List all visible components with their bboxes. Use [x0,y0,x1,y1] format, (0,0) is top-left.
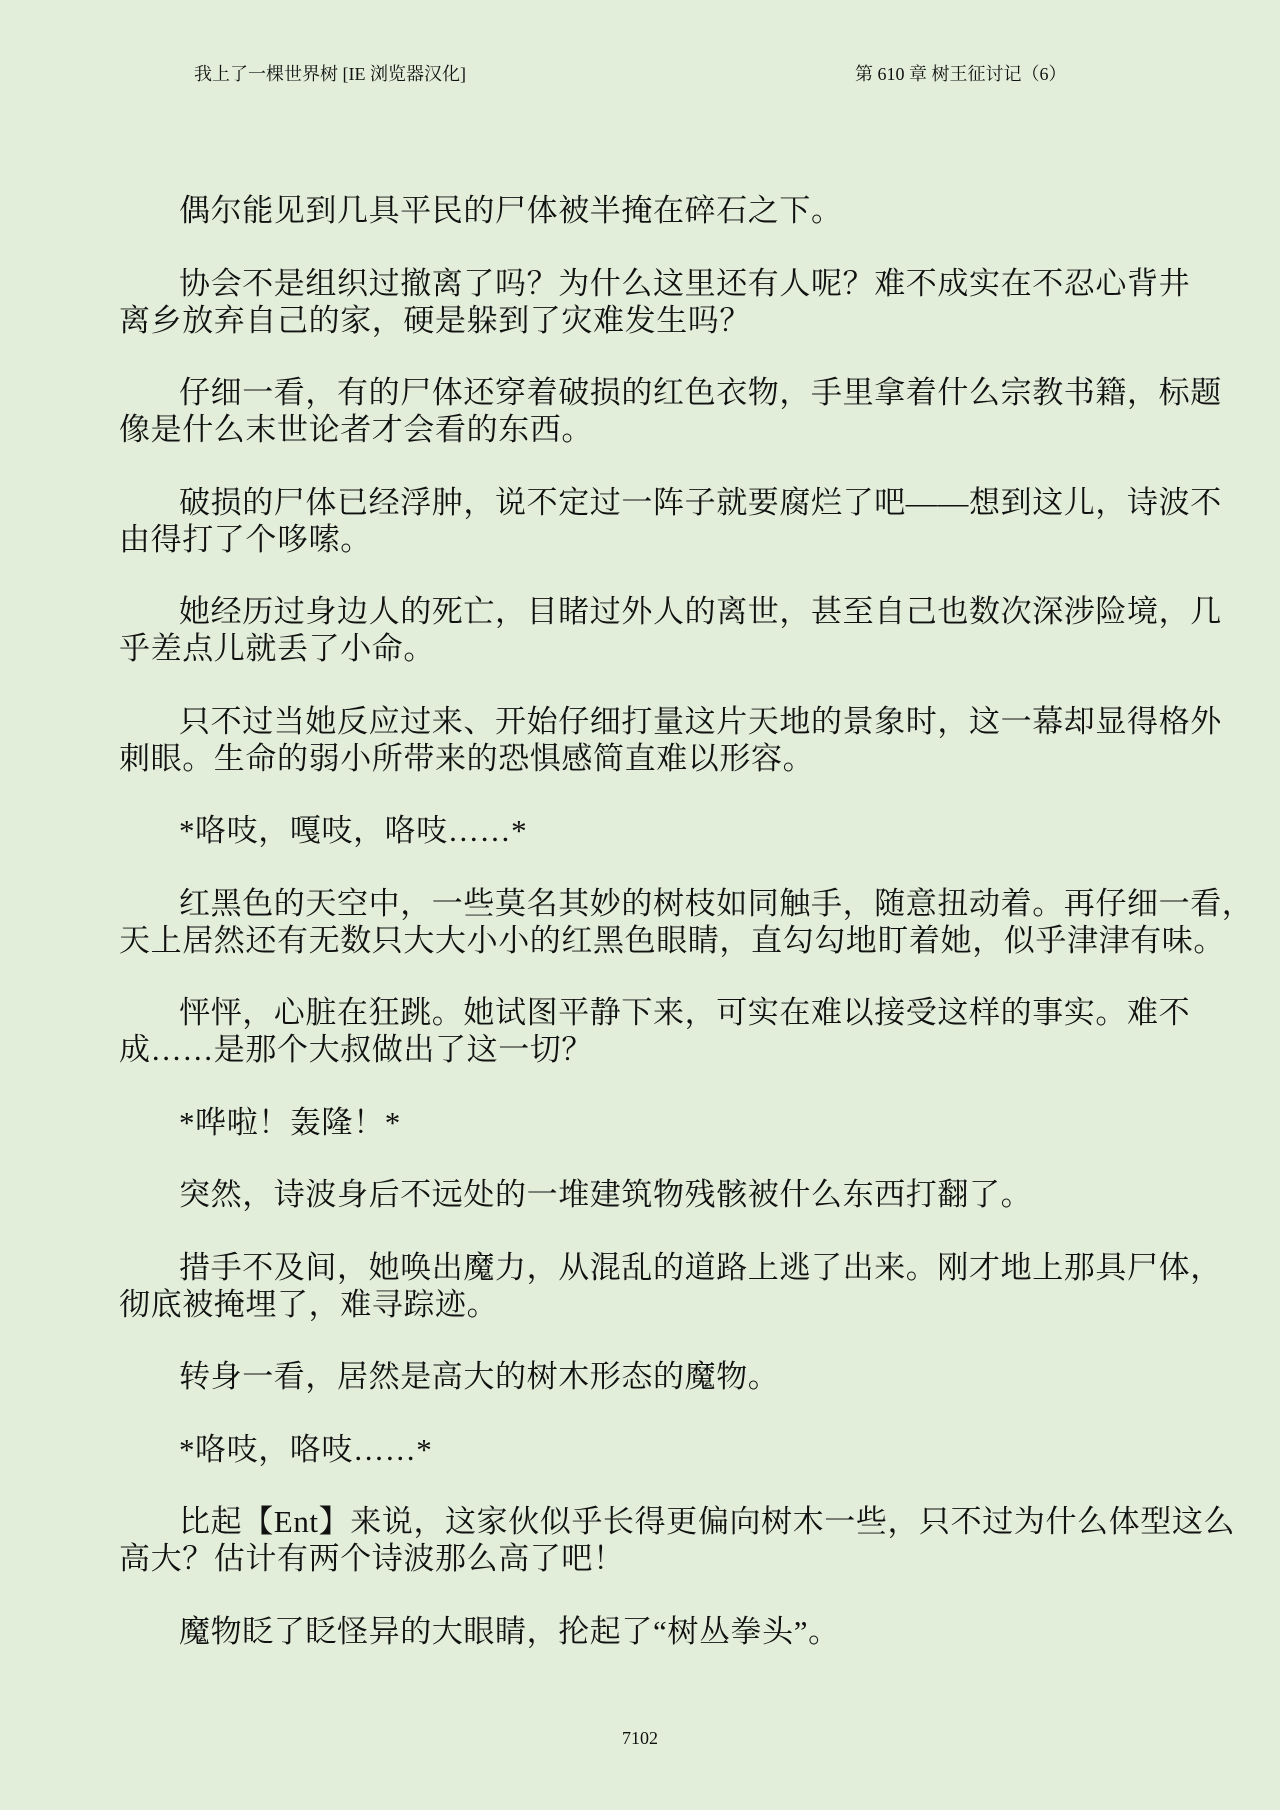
paragraph [119,484,1222,558]
paragraph [119,1431,1163,1468]
text-line: 措手不及间，她唤出魔力，从混乱的道路上逃了出来。刚才地上那具尸体， [179,1249,1222,1285]
paragraph [119,1358,1163,1395]
paragraph [119,885,1254,959]
paragraph [119,812,1163,849]
paragraph [119,1176,1163,1213]
text-line: *哗啦！轰隆！* [179,1104,401,1140]
text-line: 仔细一看，有的尸体还穿着破损的红色衣物，手里拿着什么宗教书籍，标题 [179,375,1222,410]
text-line: 像是什么末世论者才会看的东西。 [119,412,593,447]
text-line: 偶尔能见到几具平民的尸体被半掩在碎石之下。 [179,193,843,228]
text-line: 红黑色的天空中，一些莫名其妙的树枝如同触手，随意扭动着。再仔细一看， [179,885,1254,921]
paragraph [119,192,1163,229]
text-line: 魔物眨了眨怪异的大眼睛，抡起了“树丛拳头”。 [179,1613,840,1649]
page-body-text [119,192,1254,1685]
paragraph [119,1249,1222,1323]
text-line: *咯吱，嘎吱，咯吱……* [179,813,528,848]
text-line: 比起【Ent】来说，这家伙似乎长得更偏向树木一些，只不过为什么体型这么 [179,1504,1236,1539]
text-line: 高大？估计有两个诗波那么高了吧！ [119,1541,625,1576]
text-line: 乎差点儿就丢了小命。 [119,631,435,666]
text-line: 彻底被掩埋了，难寻踪迹。 [119,1286,499,1322]
paragraph [119,265,1191,339]
paragraph [119,1613,1163,1650]
paragraph [119,1104,1163,1141]
text-line: 天上居然还有无数只大大小小的红黑色眼睛，直勾勾地盯着她，似乎津津有味。 [119,922,1225,958]
paragraph [119,994,1191,1068]
book-title-header: 我上了一棵世界树 [IE 浏览器汉化] [194,64,466,84]
chapter-title-header: 第 610 章 树王征讨记（6） [855,64,1067,84]
paragraph [119,1503,1236,1577]
text-line: 成……是那个大叔做出了这一切？ [119,1032,593,1067]
text-line: *咯吱，咯吱……* [179,1431,433,1467]
text-line: 刺眼。生命的弱小所带来的恐惧感简直难以形容。 [119,740,815,776]
text-line: 她经历过身边人的死亡，目睹过外人的离世，甚至自己也数次深涉险境，几 [179,594,1222,629]
text-line: 只不过当她反应过来、开始仔细打量这片天地的景象时，这一幕却显得格外 [179,703,1222,739]
paragraph [119,374,1222,448]
text-line: 突然，诗波身后不远处的一堆建筑物残骸被什么东西打翻了。 [179,1177,1033,1212]
text-line: 由得打了个哆嗦。 [119,521,372,557]
text-line: 转身一看，居然是高大的树木形态的魔物。 [179,1359,780,1394]
text-line: 破损的尸体已经浮肿，说不定过一阵子就要腐烂了吧——想到这儿，诗波不 [179,484,1222,520]
text-line: 怦怦，心脏在狂跳。她试图平静下来，可实在难以接受这样的事实。难不 [179,995,1191,1030]
text-line: 协会不是组织过撤离了吗？为什么这里还有人呢？难不成实在不忍心背井 [179,265,1191,301]
page-number: 7102 [622,1728,658,1748]
text-line: 离乡放弃自己的家，硬是躲到了灾难发生吗？ [119,302,751,338]
paragraph [119,703,1222,777]
paragraph [119,593,1222,667]
